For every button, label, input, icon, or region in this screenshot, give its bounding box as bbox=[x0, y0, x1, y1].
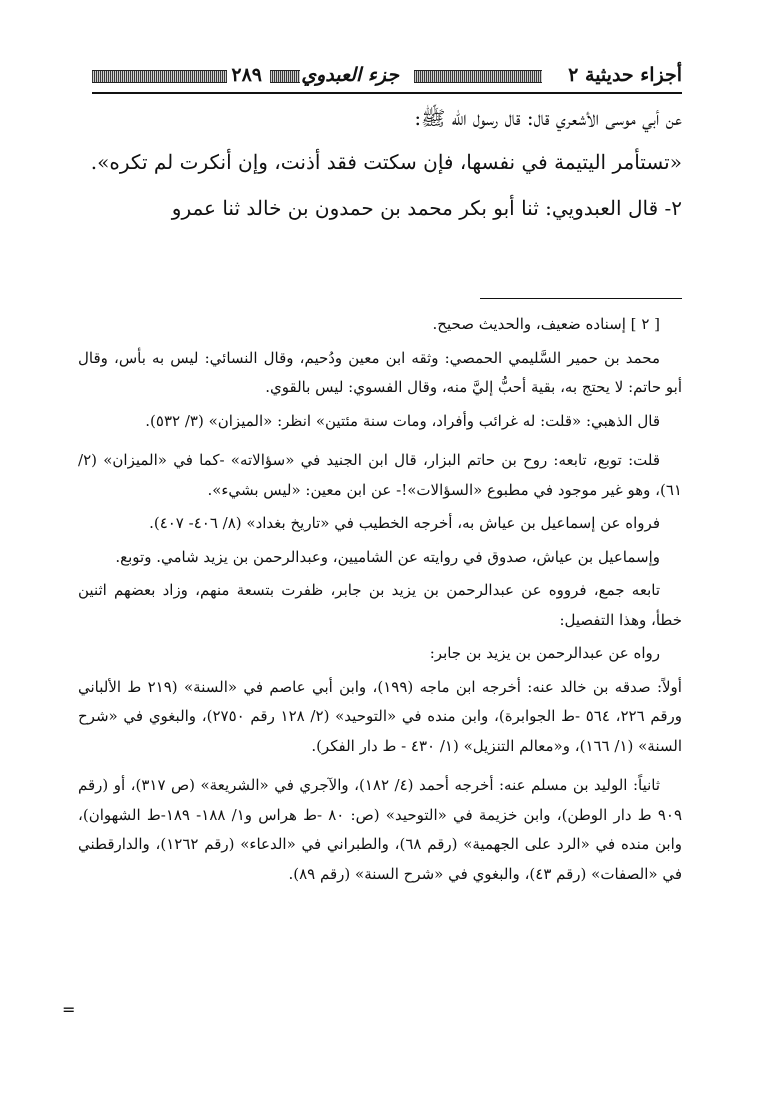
footnote-paragraph: رواه عن عبدالرحمن بن يزيد بن جابر: bbox=[429, 644, 660, 662]
footnotes bbox=[78, 310, 682, 889]
header-ornament-bar bbox=[414, 70, 542, 83]
hadith-item-2: ٢- قال العبدويي: ثنا أبو بكر محمد بن حمدون بن خالد ثنا عمرو bbox=[171, 196, 682, 220]
footnote-paragraph: قلت: توبع، تابعه: روح بن حاتم البزار، قال ابن الجنيد في «سؤالاته» -كما في «الميزان» (٢/ ٦١)، وهو غير موجود في مطبوع «السؤالات»!- عن ابن معين: «ليس بشيء». bbox=[78, 451, 682, 499]
isnad-line: عن أبي موسى الأشعري قال: قال رسول الله ﷺ: bbox=[414, 106, 682, 130]
header-rule bbox=[92, 92, 682, 94]
footnote-grade: [ ٢ ] إسناده ضعيف، والحديث صحيح. bbox=[432, 315, 660, 333]
running-header bbox=[92, 62, 682, 92]
footnote-separator bbox=[480, 298, 682, 299]
footnote-paragraph: محمد بن حمير السَّليمي الحمصي: وثقه ابن معين ودُحيم، وقال النسائي: ليس به بأس، وقال أبو حاتم: لا يحتج به، بقية أحبُّ إليَّ منه، وقال الفسوي: ليس بالقوي. bbox=[78, 348, 682, 396]
header-ornament-bar bbox=[92, 70, 227, 83]
footnote-paragraph: قال الذهبي: «قلت: له غرائب وأفراد، ومات سنة مئتين» انظر: «الميزان» (٣/ ٥٣٢). bbox=[145, 411, 660, 430]
page-number: ٢٨٩ bbox=[231, 64, 262, 86]
header-collection-title: أجزاء حديثية ٢ bbox=[568, 64, 682, 86]
header-book-title: جزء العبدوي bbox=[301, 64, 399, 86]
footnote-paragraph: تابعه جمع، فرووه عن عبدالرحمن بن يزيد بن جابر، ظفرت بتسعة منهم، وزاد بعضهم اثنين خطأ، وهذا التفصيل: bbox=[78, 581, 682, 629]
footnote-paragraph: ثانياً: الوليد بن مسلم عنه: أخرجه أحمد (٤/ ١٨٢)، والآجري في «الشريعة» (ص ٣١٧)، أو (رقم ٩٠٩ ط دار الوطن)، وابن خزيمة في «التوحيد» (ص: ٨٠ -ط هراس و١/ ١٨٨- ١٨٩-ط الشهوان)، وابن منده في «الرد على الجهمية» (رقم ٦٨)، والطبراني في «الدعاء» (رقم ١٢٦٢)، والدارقطني في «الصفات» (رقم ٤٣)، والبغوي في «شرح السنة» (رقم ٨٩). bbox=[78, 776, 683, 883]
footnote-paragraph: فرواه عن إسماعيل بن عياش به، أخرجه الخطيب في «تاريخ بغداد» (٨/ ٤٠٦- ٤٠٧). bbox=[149, 514, 660, 532]
footnote-paragraph: وإسماعيل بن عياش، صدوق في روايته عن الشاميين، وعبدالرحمن بن يزيد شامي. وتوبع. bbox=[115, 547, 660, 566]
main-text bbox=[78, 102, 682, 224]
continuation-mark: = bbox=[62, 1000, 76, 1019]
footnote-paragraph: أولاً: صدقه بن خالد عنه: أخرجه ابن ماجه (١٩٩)، وابن أبي عاصم في «السنة» (٢١٩ ط الألباني ورقم ٢٢٦، ٥٦٤ -ط الجوابرة)، وابن منده في «التوحيد» (٢/ ١٢٨ رقم ٢٧٥٠)، والبغوي في «شرح السنة» (١/ ١٦٦)، و«معالم التنزيل» (١/ ٤٣٠ - ط دار الفكر). bbox=[78, 677, 682, 755]
hadith-text: «تستأمر اليتيمة في نفسها، فإن سكتت فقد أذنت، وإن أنكرت لم تكره». bbox=[90, 150, 682, 174]
header-ornament-bar bbox=[270, 70, 300, 83]
